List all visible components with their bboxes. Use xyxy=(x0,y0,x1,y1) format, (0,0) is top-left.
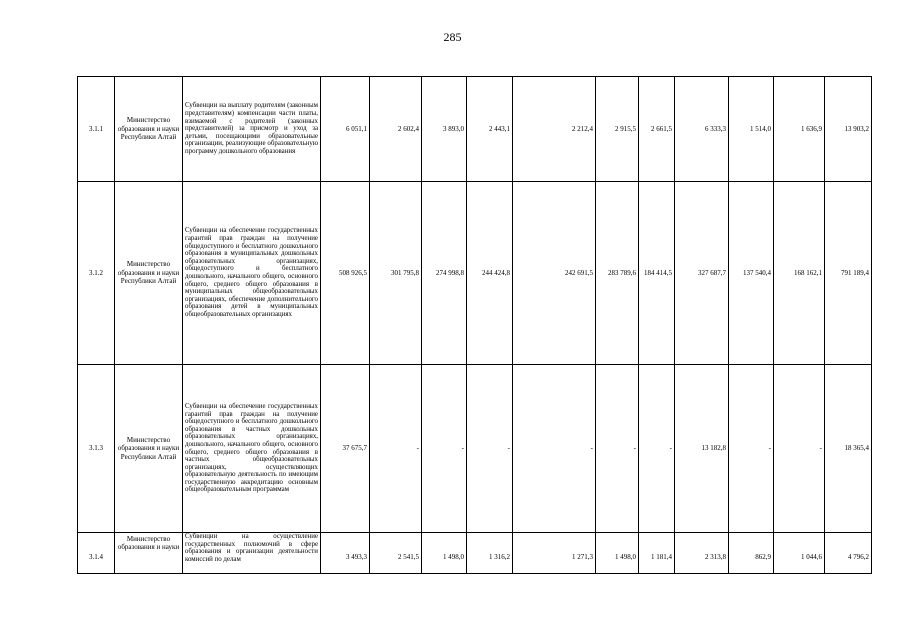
agency-cell: Министерство образования и науки Республики Алтай xyxy=(115,365,183,533)
value-cell: 1 044,6 xyxy=(774,533,825,574)
value-cell: 1 316,2 xyxy=(467,533,513,574)
value-cell: - xyxy=(422,365,467,533)
value-cell: 13 903,2 xyxy=(825,77,872,182)
value-cell: - xyxy=(370,365,422,533)
value-cell: - xyxy=(596,365,639,533)
value-cell: 1 181,4 xyxy=(639,533,675,574)
value-cell: 2 212,4 xyxy=(513,77,596,182)
value-cell: 3 493,3 xyxy=(321,533,370,574)
description-cell: Субвенции на осуществление государственных полномочий в сфере образования и организации деятельности комиссий по делам xyxy=(183,533,321,574)
value-cell: 137 540,4 xyxy=(729,182,774,365)
value-cell: - xyxy=(729,365,774,533)
value-cell: 6 051,1 xyxy=(321,77,370,182)
value-cell: 2 313,8 xyxy=(675,533,729,574)
page-number: 285 xyxy=(443,30,462,44)
value-cell: 862,9 xyxy=(729,533,774,574)
value-cell: 2 661,5 xyxy=(639,77,675,182)
table-row xyxy=(78,365,872,533)
value-cell: 508 926,5 xyxy=(321,182,370,365)
table-row xyxy=(78,533,872,574)
value-cell: 244 424,8 xyxy=(467,182,513,365)
row-code: 3.1.2 xyxy=(78,182,115,365)
value-cell: 2 541,5 xyxy=(370,533,422,574)
value-cell: 301 795,8 xyxy=(370,182,422,365)
value-cell: 274 998,8 xyxy=(422,182,467,365)
value-cell: - xyxy=(513,365,596,533)
table-row xyxy=(78,182,872,365)
value-cell: - xyxy=(639,365,675,533)
table-row xyxy=(78,77,872,182)
agency-cell: Министерство образования и науки xyxy=(115,533,183,574)
value-cell: 13 182,8 xyxy=(675,365,729,533)
agency-cell: Министерство образования и науки Республики Алтай xyxy=(115,182,183,365)
value-cell: 184 414,5 xyxy=(639,182,675,365)
value-cell: 37 675,7 xyxy=(321,365,370,533)
value-cell: 2 443,1 xyxy=(467,77,513,182)
description-cell: Субвенции на обеспечение государственных гарантий прав граждан на получение общедоступного и бесплатного дошкольного образования в частных дошкольных образовательных организациях, дошкольного, начального общего, основного общего, среднего общего образования в частных общеобразовательных организациях, осуществляющих образовательную деятельность по имеющим государственную аккредитацию основным общеобразовательным программам xyxy=(183,365,321,533)
value-cell: 242 691,5 xyxy=(513,182,596,365)
description-cell: Субвенции на обеспечение государственных гарантий прав граждан на получение общедоступного и бесплатного дошкольного образования в муниципальных дошкольных образовательных организациях, общедоступного и бесплатного дошкольного, начального общего, основного общего, среднего общего образования в муниципальных общеобразовательных организациях, обеспечение дополнительного образования детей в муниципальных общеобразовательных организациях xyxy=(183,182,321,365)
value-cell: 18 365,4 xyxy=(825,365,872,533)
value-cell: 1 514,0 xyxy=(729,77,774,182)
budget-table xyxy=(77,76,872,574)
value-cell: 2 915,5 xyxy=(596,77,639,182)
value-cell: 1 498,0 xyxy=(422,533,467,574)
value-cell: 3 893,0 xyxy=(422,77,467,182)
description-cell: Субвенции на выплату родителям (законным представителям) компенсации части платы, взимаемой с родителей (законных представителей) за присмотр и уход за детьми, посещающими образовательные организации, реализующие образовательную программу дошкольного образования xyxy=(183,77,321,182)
value-cell: 791 189,4 xyxy=(825,182,872,365)
value-cell: 1 498,0 xyxy=(596,533,639,574)
value-cell: 327 687,7 xyxy=(675,182,729,365)
value-cell: 6 333,3 xyxy=(675,77,729,182)
value-cell: 2 602,4 xyxy=(370,77,422,182)
value-cell: - xyxy=(774,365,825,533)
row-code: 3.1.3 xyxy=(78,365,115,533)
value-cell: - xyxy=(467,365,513,533)
agency-cell: Министерство образования и науки Республики Алтай xyxy=(115,77,183,182)
value-cell: 4 796,2 xyxy=(825,533,872,574)
value-cell: 1 271,3 xyxy=(513,533,596,574)
row-code: 3.1.4 xyxy=(78,533,115,574)
value-cell: 283 789,6 xyxy=(596,182,639,365)
value-cell: 168 162,1 xyxy=(774,182,825,365)
row-code: 3.1.1 xyxy=(78,77,115,182)
value-cell: 1 636,9 xyxy=(774,77,825,182)
